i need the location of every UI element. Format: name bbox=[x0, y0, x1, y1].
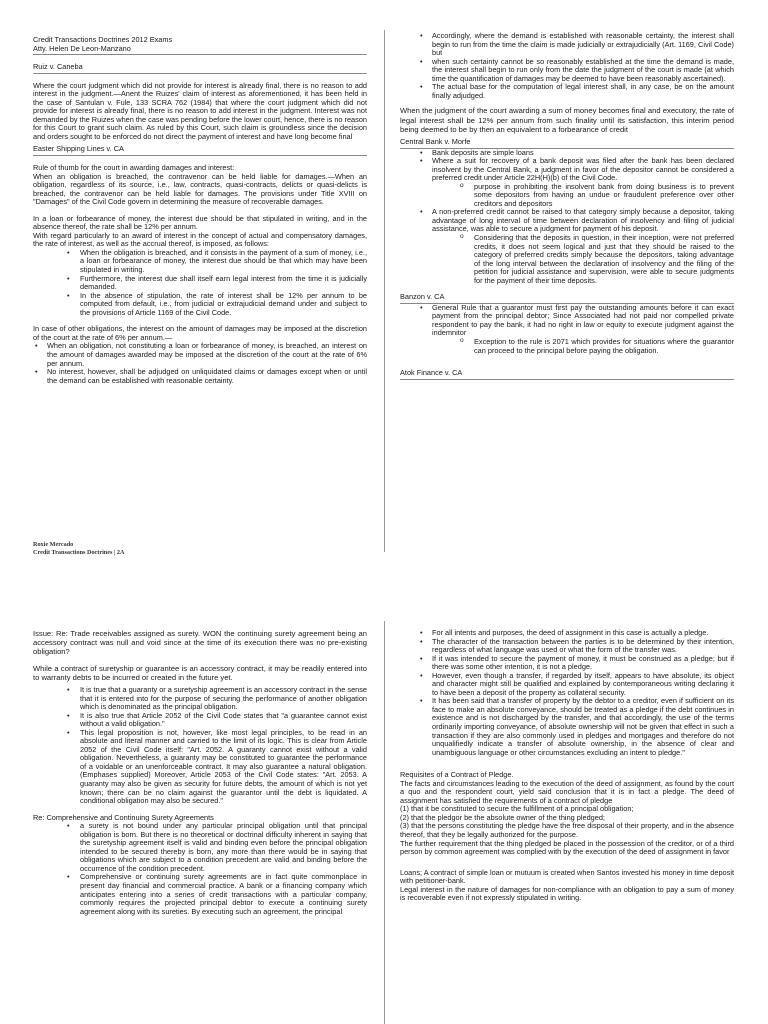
list-item: • The character of the transaction between the parties is to be determined by their intention, regardless of what language was used or what the form of the transfer was. bbox=[400, 638, 734, 655]
suretyship-bullet-list bbox=[33, 686, 367, 806]
case-paragraph-ruiz: Where the court judgment which did not provide for interest is already final, there is no reason to add interest in the judgment.—Anent the Ruizes' claim of interest as aforementioned, it has been held in the case of Santulan v. Fule, 133 SCRA 762 (1984) that where the court judgment which did not provide for interest is already final, there is no reason to add interest in the judgment. Interest was not demanded by the Ruizes when the case was pending before the lower court, hence, there is no reason for this Court to grant such claim. As ruled by this Court, such claim is groundless since the decision and orders sought to be enforced do not direct the payment of interest and have long become final bbox=[33, 80, 367, 141]
suretyship-paragraph: While a contract of suretyship or guarantee is an accessory contract, it may be readily entered into to warranty debts to be incurred or created in the future yet. bbox=[33, 664, 367, 682]
banzon-bullet-list bbox=[400, 304, 734, 355]
list-item: • If it was intended to secure the payment of money, it must be construed as a pledge; but if there was some other intention, it is not a pledge. bbox=[400, 655, 734, 672]
bottom-left-column bbox=[33, 629, 367, 924]
document-page-bottom bbox=[0, 615, 768, 1024]
list-item: • However, even though a transfer, if regarded by itself, appears to have absolute, its object and character might still be qualified and explained by contemporaneous writing declaring it to have been a deposit of the property as collateral security. bbox=[400, 672, 734, 698]
top-right-column bbox=[400, 32, 734, 388]
header-title: Credit Transactions Doctrines 2012 Exams bbox=[33, 35, 173, 44]
list-item: • Furthermore, the interest due shall itself earn legal interest from the time it is judicially demanded. bbox=[33, 275, 367, 292]
list-subitem: o purpose in prohibiting the insolvent bank from doing business is to prevent some depositors from having an undue or fraudulent preference over other creditors and depositors bbox=[400, 183, 734, 209]
list-item: • Accordingly, where the demand is established with reasonable certainty, the interest shall begin to run from the time the claim is made judicially or extrajudicially (Art. 1169, Civil Code) but bbox=[400, 32, 734, 58]
case-title-ruiz: Ruiz v. Caneba bbox=[33, 63, 367, 74]
eastern-paragraph-1: Rule of thumb for the court in awarding damages and interest: When an obligation is breached, the contravenor can be held liable for damages.—When an obligation, regardless of its source, i.e., law, contracts, quasi-contracts, delicts or quasi-delicts is breached, the contravenor can be held liable for damages. The provisions under Title XVIII on "Damages" of the Civil Code govern in determining the measure of recoverable damages. bbox=[33, 163, 367, 207]
list-item: • Comprehensive or continuing surety agreements are in fact quite commonplace in present day financial and commercial practice. A bank or a financing company which anticipates entering into a series of credit transactions with a particular company, commonly requires the projected principal debtor to execute a continuing surety agreement along with its sureties. By executing such an agreement, the principal bbox=[33, 873, 367, 916]
footer-page-label: Credit Transactions Doctrines | 2A bbox=[33, 549, 125, 556]
list-item: • It is true that a guaranty or a suretyship agreement is an accessory contract in the sense that it is entered into for the purpose of securing the performance of another obligation which is denominated as the principal obligation. bbox=[33, 686, 367, 712]
interest-bullet-list bbox=[400, 32, 734, 100]
page-footer bbox=[33, 541, 124, 557]
list-item: • Where a suit for recovery of a bank deposit was filed after the bank has been declared insolvent by the Central Bank, a judgment in favor of the depositor cannot be considered a preferred credit under Article 22H(H)(b) of the Civil Code. bbox=[400, 157, 734, 183]
surety-agreements-bullet-list bbox=[33, 822, 367, 916]
list-item: • Bank deposits are simple loans bbox=[400, 149, 734, 158]
case-title-eastern: Easter Shipping Lines v. CA bbox=[33, 145, 367, 156]
case-title-central-bank: Central Bank v. Morfe bbox=[400, 138, 734, 149]
list-item: • This legal proposition is not, however, like most legal principles, to be read in an absolute and literal manner and carried to the limit of its logic. This is clear from Article 2052 of the Civil Code itself: "Art. 2052. A guaranty cannot exist without a valid obligation. Nevertheless, a guaranty may be constituted to guarantee the performance of a voidable or an unenforceable contract. It may also guarantee a natural obligation. (Emphases supplied) Moreover, Article 2053 of the Civil Code states: "Art. 2053. A guaranty may also be given as security for future debts, the amount of which is not yet known; there can be no claim against the guarantor until the debt is liquidated. A conditional obligation may also be secured." bbox=[33, 729, 367, 806]
central-bank-bullet-list bbox=[400, 149, 734, 286]
top-left-column bbox=[33, 36, 367, 393]
finality-paragraph: When the judgment of the court awarding a sum of money becomes final and executory, the rate of legal interest shall be 12% per annum from such finality until its satisfaction, this interim period being deemed to be by then an equivalent to a forbearance of credit bbox=[400, 106, 734, 134]
list-item: • When an obligation, not constituting a loan or forbearance of money, is breached, an interest on the amount of damages awarded may be imposed at the discretion of the court at the rate of 6% per annum. bbox=[33, 342, 367, 368]
eastern-bullet-list-1 bbox=[33, 249, 367, 317]
issue-paragraph: Issue: Re: Trade receivables assigned as surety. WON the continuing surety agreement being an accessory contract was null and void since at the time of its execution there was no pre-existing obligation? bbox=[33, 629, 367, 656]
eastern-paragraph-3: In case of other obligations, the interest on the amount of damages may be imposed at the discretion of the court at the rate of 6% per annum.— bbox=[33, 324, 367, 342]
case-title-banzon: Banzon v. CA bbox=[400, 293, 734, 304]
pledge-requisites-heading: Requisites of a Contract of Pledge. bbox=[400, 770, 514, 780]
header-author: Atty. Helen De Leon-Manzano bbox=[33, 45, 367, 56]
list-item: • When the obligation is breached, and it consists in the payment of a sum of money, i.e., a loan or forbearance of money, the interest due should be that which may have been stipulated in writing. bbox=[33, 249, 367, 275]
list-item: • when such certainty cannot be so reasonably established at the time the demand is made, the interest shall begin to run only from the date the judgment of the court is made (at which time the quantification of damages may be deemed to have been reasonably ascertained). bbox=[400, 58, 734, 84]
pledge-bullet-list bbox=[400, 629, 734, 757]
footer-author: Roxie Mercado bbox=[33, 541, 74, 548]
list-item: • A non-preferred credit cannot be raised to that category simply because a depositor, taking advantage of long interval of time between declaration of insolvency and filing of judicial assistance, was able to secure a judgment for payment of his deposit. bbox=[400, 208, 734, 234]
eastern-paragraph-2: In a loan or forbearance of money, the interest due should be that stipulated in writing, and in the absence thereof, the rate shall be 12% per annum. With regard particularly to an award of interest in the concept of actual and compensatory damages, the rate of interest, as well as the accrual thereof, is imposed, as follows: bbox=[33, 213, 367, 249]
loans-paragraph: Loans; A contract of simple loan or mutuum is created when Santos invested his money in time deposit with petitioner-bank. Legal interest in the nature of damages for non-compliance with an obligation to pay a sum of money is recoverable even if not expressly stipulated in writing. bbox=[400, 867, 734, 903]
list-subitem: o Exception to the rule is 2071 which provides for situations where the guarantor can proceed to the principal before paying the obligation. bbox=[400, 338, 734, 355]
surety-agreements-heading: Re: Comprehensive and Continuing Surety Agreements bbox=[33, 812, 214, 822]
case-title-atok: Atok Finance v. CA bbox=[400, 369, 734, 380]
list-item: • For all intents and purposes, the deed of assignment in this case is actually a pledge. bbox=[400, 629, 734, 638]
bottom-right-column bbox=[400, 629, 734, 911]
column-divider bbox=[384, 30, 385, 552]
list-item: • In the absence of stipulation, the rate of interest shall be 12% per annum to be computed from default, i.e., from judicial or extrajudicial demand under and subject to the provisions of Article 1169 of the Civil Code. bbox=[33, 292, 367, 318]
list-item: • a surety is not bound under any particular principal obligation until that principal obligation is born. But there is no theoretical or doctrinal difficulty inherent in saying that the suretyship agreement itself is valid and binding even before the principal obligation intended to be secured thereby is born, any more than there would be in saying that obligations which are subject to a condition precedent are valid and binding before the occurrence of the condition precedent. bbox=[33, 822, 367, 873]
list-item: • General Rule that a guarantor must first pay the outstanding amounts before it can exact payment from the principal debtor; Since Associated had not paid nor compelled private respondent to pay the bank, it had no right in law or equity to execute judgment against the indemnitor bbox=[400, 304, 734, 338]
list-item: • It is also true that Article 2052 of the Civil Code states that "a guarantee cannot exist without a valid obligation." bbox=[33, 712, 367, 729]
list-item: • It has been said that a transfer of property by the debtor to a creditor, even if sufficient on its face to make an absolute conveyance, should be treated as a pledge if the debt continues in existence and is not discharged by the transfer, and that accordingly, the use of the terms ordinarily importing conveyance, of absolute ownership will not be given that effect in such a transaction if they are also commonly used in pledges and mortgages and therefore do not unqualifiedly indicate a transfer of absolute ownership, in the absence of clear and unambiguous language or other circumstances excluding an intent to pledge." bbox=[400, 697, 734, 757]
pledge-requisites-paragraph: The facts and circumstances leading to the execution of the deed of assignment, as found by the court a quo and the respondent court, yield said conclusion that it is in fact a pledge. The deed of assignment has satisfied the requirements of a contract of pledge (1) that it be constituted to secure the fulfillment of a principal obligation; (2) that the pledgor be the absolute owner of the thing pledged; (3) that the persons constituting the pledge have the free disposal of their property, and in the absence thereof, that they be legally authorized for the purpose. The further requirement that the thing pledged be placed in the possession of the creditor, or of a third person by common agreement was complied with by the execution of the deed of assignment in favor bbox=[400, 778, 734, 857]
column-divider bbox=[384, 621, 385, 1024]
list-item: • The actual base for the computation of legal interest shall, in any case, be on the amount finally adjudged. bbox=[400, 83, 734, 100]
list-subitem: o Considering that the deposits in question, in their inception, were not preferred credits, it does not seem logical and just that they should be raised to the category of preferred credits simply because the depositors, taking advantage of the long interval between the declaration of insolvency and the filing of the petition for judicial assistance and supervision, were able to secure judgments for the payment of their time deposits. bbox=[400, 234, 734, 285]
eastern-bullet-list-2 bbox=[33, 342, 367, 385]
list-item: • No interest, however, shall be adjudged on unliquidated claims or damages except when or until the demand can be established with reasonable certainty. bbox=[33, 368, 367, 385]
